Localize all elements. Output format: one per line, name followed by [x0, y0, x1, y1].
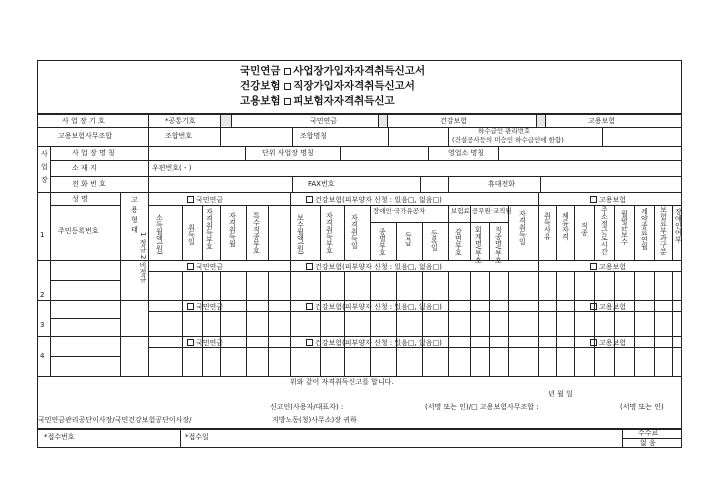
pension-row4-label: 국민연금 — [196, 339, 224, 347]
subcontract-label: 하수급인 관리번호 — [478, 127, 531, 135]
pension-month-header: 자격취득월 — [228, 212, 237, 247]
health-row3-label: 건강보험(피부양자 신청 : 있음□, 없음□) — [315, 303, 442, 311]
row-number: 1 — [40, 231, 45, 239]
mobile-label: 휴대전화 — [488, 180, 516, 188]
health-row4-label: 건강보험(피부양자 신청 : 있음□, 없음□) — [315, 339, 442, 347]
pension-checkbox[interactable] — [284, 68, 291, 75]
pension-group-header: 국민연금 — [196, 196, 224, 204]
rrn-header: 주민등록번호 — [58, 227, 99, 235]
employment-row3-label: 고용보험 — [599, 303, 627, 311]
employment-premium-header: 보험료부과구분 — [659, 206, 668, 255]
health-row1-checkbox[interactable] — [306, 196, 313, 203]
recipient-label-2: 지방노동(청)사무소)장 귀하 — [272, 416, 357, 424]
row-number: 4 — [40, 352, 45, 360]
employment-row2-checkbox[interactable] — [590, 263, 597, 270]
health-symbol-label: 건강보험 — [440, 117, 468, 125]
employment-job-header: 직종 — [580, 222, 589, 236]
health-reduction-code-header: 감면부호 — [454, 228, 463, 256]
employment-row4-label: 고용보험 — [599, 339, 627, 347]
declaration-text: 위와 같이 자격취득신고를 합니다. — [290, 378, 394, 386]
union-name-label: 조합명칭 — [300, 132, 328, 140]
employment-contract-header: 계약종료연월 — [640, 208, 649, 250]
signature-field-1[interactable]: (서명 또는 인)/□ 고용보험사무조합 : — [425, 403, 539, 411]
pension-row2-checkbox[interactable] — [187, 263, 194, 270]
pension-row3-checkbox[interactable] — [187, 303, 194, 310]
pension-row4-checkbox[interactable] — [187, 339, 194, 346]
health-date-header: 자격취득일 — [350, 214, 359, 249]
unit-name-label: 단위 사업장 명칭 — [262, 149, 314, 157]
title-line-3: 고용보험 피보험자자격취득신고 — [240, 95, 395, 107]
employment-stay-header: 체류자격 — [561, 212, 570, 240]
fee-value: 없 음 — [640, 439, 656, 447]
employment-group-header: 고용보험 — [599, 196, 627, 204]
employment-disabled-header: 장애인여부 — [674, 208, 683, 243]
pension-income-header: 소득월액(원) — [155, 214, 164, 255]
pension-symbol-label: 국민연금 — [310, 117, 338, 125]
pension-row2-label: 국민연금 — [196, 263, 224, 271]
health-civil-job-header: 직종명/부호 — [494, 226, 503, 264]
health-disability-date-header: 등록일 — [430, 230, 439, 251]
signature-field-2[interactable]: (서명 또는 인) — [620, 403, 664, 411]
title-line-1: 국민연금 사업장가입자자격취득신고서 — [240, 65, 426, 77]
employment-pay-header: 월평균보수 — [620, 210, 629, 245]
receipt-number-label: *접수번호 — [44, 433, 75, 441]
union-no-label: 조합번호 — [165, 132, 193, 140]
pension-job-header: 특수직종부호 — [252, 212, 261, 254]
title-line-2: 건강보험 직장가입자자격취득신고서 — [240, 80, 415, 92]
recipient-label: 국민연금관리공단이사장/국민건강보험공단이사장/ — [38, 416, 192, 424]
phone-label: 전 화 번 호 — [72, 180, 106, 188]
receipt-date-label: *접수일 — [185, 433, 209, 441]
common-symbol-label: *공통기호 — [165, 117, 196, 125]
health-disability-grade-header: 등급 — [404, 232, 413, 246]
health-civil-header: 공무원·교직원 — [472, 207, 512, 215]
date-field[interactable]: 년 월 일 — [548, 390, 573, 398]
health-row4-checkbox[interactable] — [306, 339, 313, 346]
employment-hours-header: 주소정근로시간 — [600, 206, 609, 255]
employment-checkbox[interactable] — [284, 98, 291, 105]
health-civil-account-header: 회계명/부호 — [474, 226, 483, 264]
subcontract-note: (건설공사등의 미승인 하수급인에 한함) — [452, 136, 564, 144]
branch-name-label: 영업소 명칭 — [448, 149, 485, 157]
applicant-label: 신고인(사용자/대표자) : — [270, 403, 344, 411]
row-number: 2 — [40, 291, 45, 299]
row-number: 3 — [40, 321, 45, 329]
address-label: 소 재 지 — [72, 164, 97, 172]
health-disability-header: 장애인·국가유공자 — [373, 207, 426, 215]
health-row3-checkbox[interactable] — [306, 303, 313, 310]
health-code-header: 자격취득부호 — [325, 212, 334, 254]
employment-symbol-label: 고용보험 — [588, 117, 616, 125]
fee-label: 수수료 — [638, 429, 659, 437]
health-checkbox[interactable] — [284, 83, 291, 90]
health-disability-kind-header: 종별부호 — [378, 228, 387, 256]
name-header: 성 명 — [72, 195, 88, 203]
pension-code-header: 자격취득부호 — [205, 208, 214, 250]
health-premium-header: 보험료 — [451, 207, 470, 215]
health-group-header: 건강보험(피부양자 신청 : 있음□, 없음□) — [315, 196, 442, 204]
employment-row2-label: 고용보험 — [599, 263, 627, 271]
emp-type-options: 1 정규 2 비정규 — [139, 232, 147, 283]
biz-symbol-label: 사 업 장 기 호 — [62, 117, 105, 125]
workplace-side-label: 사업장 — [40, 150, 49, 189]
biz-name-label: 사 업 장 명 칭 — [72, 149, 115, 157]
employment-row1-checkbox[interactable] — [590, 196, 597, 203]
receipt-row — [37, 428, 682, 448]
health-row2-label: 건강보험(피부양자 신청 : 있음□, 없음□) — [315, 263, 442, 271]
union-label: 고용보험사무조합 — [58, 132, 113, 140]
health-row2-checkbox[interactable] — [306, 263, 313, 270]
pension-row1-checkbox[interactable] — [187, 196, 194, 203]
emp-type-header: 고용형태 — [130, 196, 139, 236]
pension-row3-label: 국민연금 — [196, 303, 224, 311]
pension-date-header: 취득일 — [187, 224, 196, 245]
employment-reason-header: 취득사유 — [543, 212, 552, 240]
health-pay-header: 보수월액(원) — [296, 214, 305, 255]
postal-code-field[interactable]: 우편번호( - ) — [152, 164, 192, 172]
fax-label: FAX번호 — [308, 180, 335, 188]
employment-acq-date-header: 자격취득일 — [518, 210, 527, 245]
